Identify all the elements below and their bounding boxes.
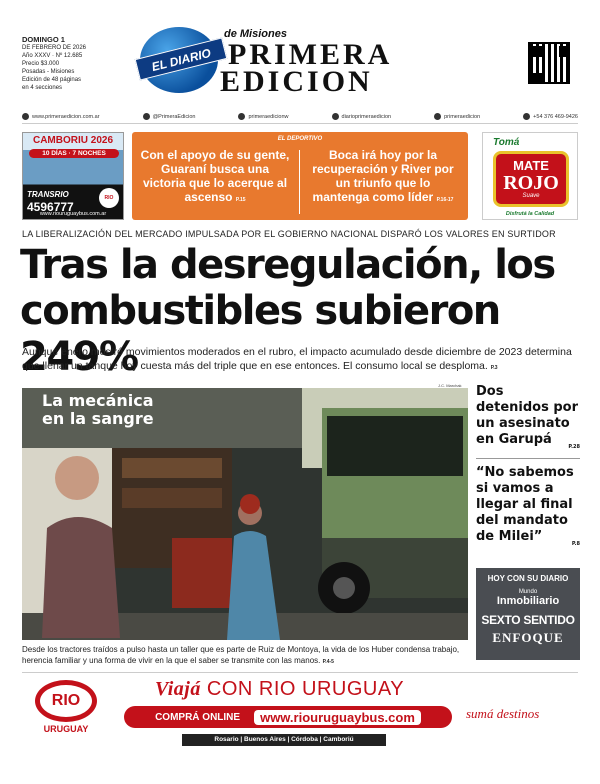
ad-camboriu-phone: 4596777 [27,200,74,214]
deportivo-label: EL DEPORTIVO [277,136,323,142]
side-story-garupa[interactable]: Dos detenidos por un asesinato en Garupá P.28 [476,384,580,459]
social-web[interactable]: www.primeraedicion.com.ar [22,113,100,120]
ad-camboriu-title: CAMBORIU 2026 [32,135,114,146]
ad-camboriu-rio-logo: RIO [99,188,119,208]
main-kicker: LA LIBERALIZACIÓN DEL MERCADO IMPULSADA POR EL GOBIERNO NACIONAL DISPARÓ LOS VALORES EN SURTIDOR [22,229,556,239]
page-ref: P.15 [235,197,246,203]
youtube-icon [434,113,441,120]
ad-camboriu[interactable] [22,132,124,220]
ad-web-link[interactable]: www.riouruguaybus.com [254,710,421,725]
ad-viaja: Viajá CON RIO URUGUAY [155,678,405,700]
page-ref: P.3 [490,365,498,371]
brand-subtitle: de Misiones [224,28,287,40]
social-x[interactable]: @PrimeraEdicion [143,113,196,120]
edition-info [22,36,132,92]
whatsapp-icon [523,113,530,120]
ad-mate-rojo[interactable] [482,132,578,220]
divider [299,150,300,214]
side-stories [476,384,580,561]
photo-title[interactable]: La mecánica en la sangre [42,391,154,428]
ad-mate-slogan: Disfrutá la Calidad [505,211,555,217]
edition-pages: Edición de 48 páginas [22,77,82,83]
ad-camboriu-brand: TRANSRIO [27,190,69,199]
social-whatsapp[interactable]: +54 376 469-9426 [523,113,578,120]
instagram-icon [332,113,339,120]
brand-name-line2: EDICION [220,65,373,98]
ad-cities: Rosario | Buenos Aires | Córdoba | Camboriú [182,734,386,746]
globe-icon [22,113,29,120]
social-instagram[interactable]: diarioprimeraedicion [332,113,392,120]
hoy-con-su-diario[interactable] [476,568,580,660]
ad-compra-online[interactable]: COMPRÁ ONLINE www.riouruguaybus.com [124,706,452,728]
ad-camboriu-web: www.riouruguaybus.com.ar [39,211,107,217]
photo-caption: Desde los tractores traídos a pulso hasta un taller que es parte de Ruiz de Montoya, la vida de los Huber condensa trabajo, herencia familiar y una forma de vivir en la que el saber se transmite con las manos. P.4-5 [22,645,460,665]
main-lead: Aunque enero mostró movimientos moderados en el rubro, el impacto acumulado desde diciembre de 2023 determina que llenar un tanque hoy cuesta más del triple que en ese entonces. El consumo local se desploma. P.3 [22,346,572,372]
page-ref: P.16-17 [436,197,454,203]
deportivo-story-guarani[interactable]: Con el apoyo de su gente, Guaraní busca una victoria que lo acerque al ascenso P.15 [140,148,290,204]
hoy-enfoque: ENFOQUE [492,630,564,645]
deportivo-box [132,132,468,220]
side-story-milei[interactable]: “No sabemos si vamos a llegar al final del mandato de Milei” P.8 [476,465,580,555]
ad-mate-badge: MATE ROJO Suave [493,151,569,207]
ad-mate-toma: Tomá [493,137,520,148]
edition-day: DOMINGO 1 [22,35,65,44]
edition-price: Precio $3.000 [22,61,60,67]
page-ref: P.28 [568,444,580,450]
hoy-mundo: Mundo [518,589,538,595]
rio-uruguay-logo: RIO URUGUAY [32,680,100,742]
x-icon [143,113,150,120]
photo-credit: J.C. Marchak [438,383,462,388]
qr-code-icon[interactable] [528,42,570,84]
social-youtube[interactable]: primeraedicion [434,113,480,120]
social-facebook[interactable]: primeraedicionw [238,113,288,120]
facebook-icon [238,113,245,120]
social-bar [22,110,578,124]
hoy-inmobiliario: Inmobiliario [496,595,560,607]
edition-date: DE FEBRERO DE 2026 [22,45,87,51]
hoy-sexto-sentido: SEXTO SENTIDO [481,613,575,627]
edition-sections: en 4 secciones [22,85,63,91]
deportivo-story-boca-river[interactable]: Boca irá hoy por la recuperación y River por un triunfo que lo mantenga como líder P.16-17 [312,148,454,204]
page-ref: P.4-5 [322,659,334,665]
edition-location: Posadas - Misiones [22,69,75,75]
ad-suma-destinos: sumá destinos [466,706,540,721]
page-ref: P.8 [571,541,580,547]
main-headline[interactable]: Tras la desregulación, los combustibles subieron 249% [20,242,555,380]
brand-name-line1: PRIMERA [228,38,393,71]
ad-camboriu-nights: 10 DÍAS · 7 NOCHES [29,149,119,158]
hoy-title: HOY CON SU DIARIO [487,574,569,583]
edition-number: Año XXXV · Nº 12.685 [22,53,83,59]
globe-band: EL DIARIO [135,37,228,80]
